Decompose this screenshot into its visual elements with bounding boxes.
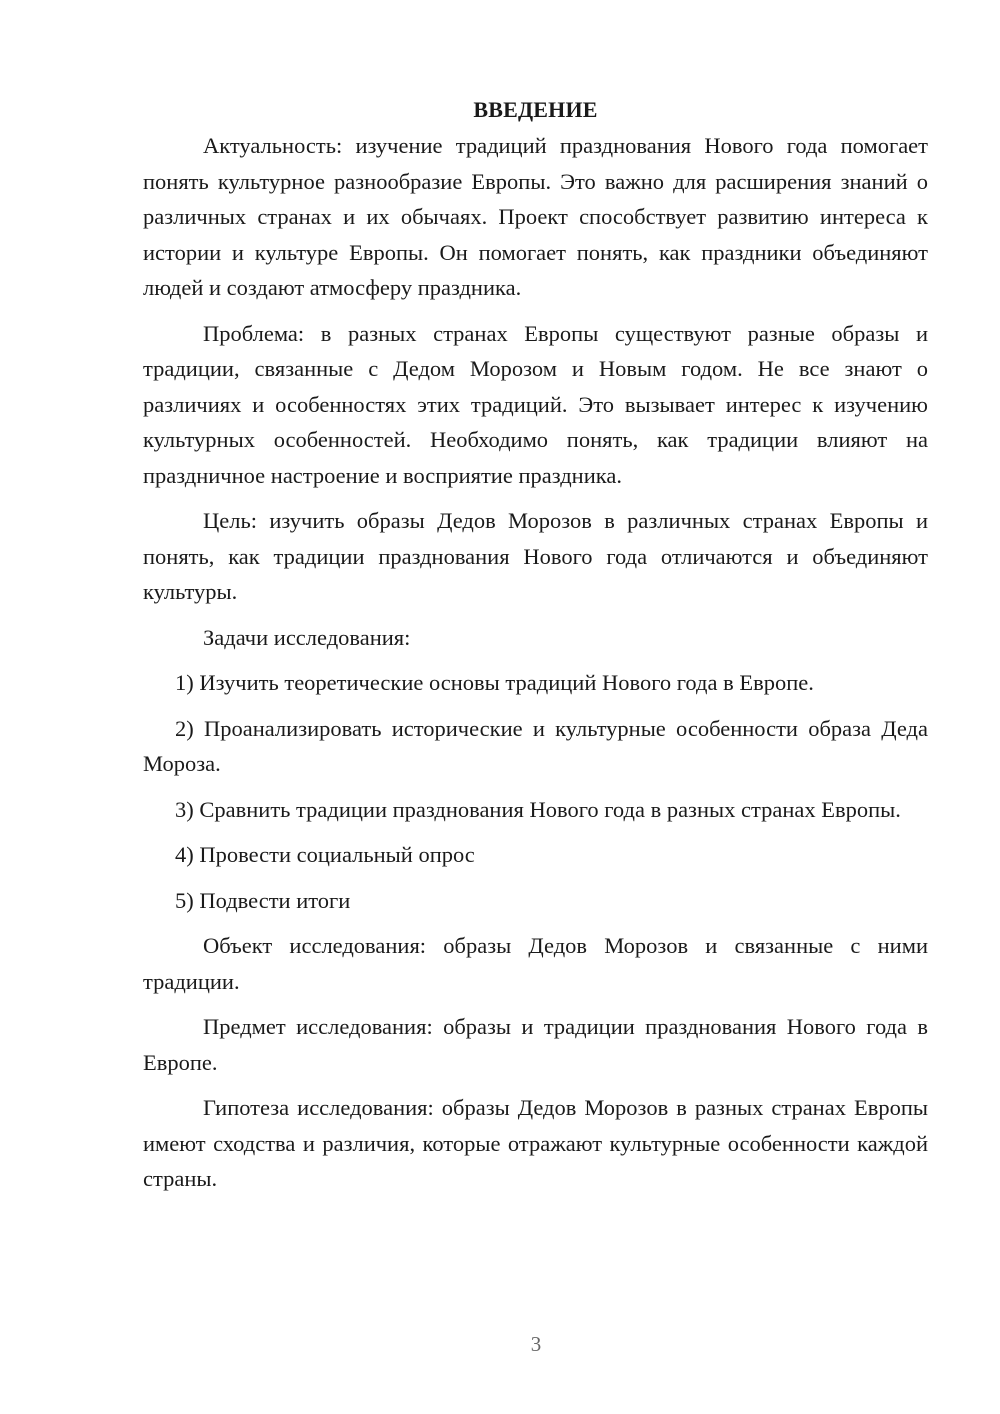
goal-paragraph: Цель: изучить образы Дедов Морозов в различных странах Европы и понять, как традиции празднования Нового года отличаются и объединяют культуры. <box>143 508 928 604</box>
task-item-2: 2) Проанализировать исторические и культурные особенности образа Деда Мороза. <box>143 715 928 776</box>
task-item-4: 4) Провести социальный опрос <box>175 842 475 867</box>
task-item-3: 3) Сравнить традиции празднования Нового года в разных странах Европы. <box>175 796 901 822</box>
object-paragraph: Объект исследования: образы Дедов Морозов и связанные с ними традиции. <box>143 933 928 994</box>
task-item-5: 5) Подвести итоги <box>175 887 351 913</box>
subject-paragraph: Предмет исследования: образы и традиции празднования Нового года в Европе. <box>143 1014 928 1075</box>
page-number: 3 <box>530 1332 542 1356</box>
page-title: ВВЕДЕНИЕ <box>473 97 598 122</box>
document-page <box>143 92 928 1207</box>
relevance-paragraph: Актуальность: изучение традиций празднования Нового года помогает понять культурное разнообразие Европы. Это важно для расширения знаний о различных странах и их обычаях. Проект способствует развитию интереса к истории и культуре Европы. Он помогает понять, как праздники объединяют людей и создают атмосферу праздника. <box>143 133 928 300</box>
tasks-heading: Задачи исследования: <box>203 624 411 650</box>
hypothesis-paragraph: Гипотеза исследования: образы Дедов Морозов в разных странах Европы имеют сходства и различия, которые отражают культурные особенности каждой страны. <box>143 1095 928 1191</box>
task-item-1: 1) Изучить теоретические основы традиций Нового года в Европе. <box>175 670 814 695</box>
problem-paragraph: Проблема: в разных странах Европы существуют разные образы и традиции, связанные с Дедом Морозом и Новым годом. Не все знают о различиях и особенностях этих традиций. Это вызывает интерес к изучению культурных особенностей. Необходимо понять, как традиции влияют на праздничное настроение и восприятие праздника. <box>143 320 928 488</box>
